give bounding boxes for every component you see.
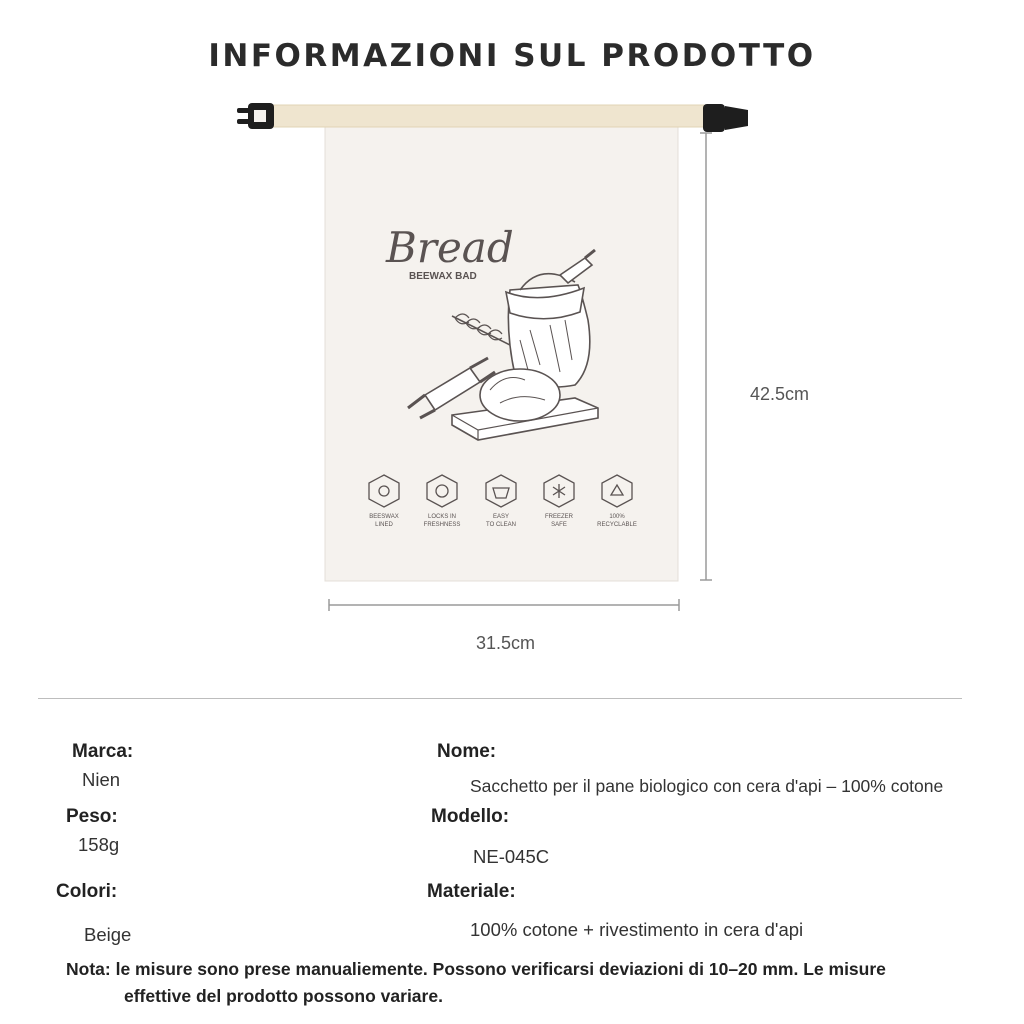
feature-label-1a: BEESWAX bbox=[369, 514, 399, 520]
feature-label-1b: LINED bbox=[375, 522, 393, 528]
name-label: Nome: bbox=[437, 741, 497, 762]
brand-label: Marca: bbox=[72, 741, 134, 762]
buckle-left-icon bbox=[237, 103, 274, 129]
note-lead: Nota: bbox=[66, 959, 111, 979]
page-title: INFORMAZIONI SUL PRODOTTO bbox=[208, 38, 816, 74]
feature-label-2a: LOCKS IN bbox=[427, 514, 457, 520]
model-label: Modello: bbox=[431, 806, 510, 827]
model-value: NE-045C bbox=[473, 846, 550, 867]
colors-label: Colori: bbox=[56, 881, 118, 902]
feature-label-3b: TO CLEAN bbox=[486, 522, 516, 528]
name-value: Sacchetto per il pane biologico con cera d'api – 100% cotone bbox=[470, 776, 944, 796]
height-dimension-label: 42.5cm bbox=[750, 384, 810, 404]
weight-value: 158g bbox=[78, 834, 120, 855]
width-dimension-label: 31.5cm bbox=[476, 633, 536, 653]
feature-label-4a: FREEZER bbox=[544, 514, 574, 520]
feature-label-4b: SAFE bbox=[551, 522, 567, 528]
feature-label-5b: RECYCLABLE bbox=[597, 522, 637, 528]
buckle-right-icon bbox=[703, 104, 748, 132]
measurement-note bbox=[66, 956, 986, 1010]
product-image bbox=[0, 90, 1024, 690]
divider bbox=[38, 698, 962, 699]
brand-value: Nien bbox=[82, 769, 121, 790]
strap bbox=[272, 105, 704, 127]
feature-label-2b: FRESHNESS bbox=[423, 522, 461, 528]
bag-body bbox=[325, 118, 678, 581]
note-line1: le misure sono prese manualiemente. Possono verificarsi deviazioni di 10–20 mm. Le misure bbox=[115, 959, 886, 979]
weight-label: Peso: bbox=[66, 806, 118, 827]
bag-subtitle: BEEWAX BAD bbox=[409, 271, 477, 282]
feature-label-3a: EASY bbox=[492, 514, 510, 520]
feature-label-5a: 100% bbox=[609, 514, 625, 520]
material-value: 100% cotone + rivestimento in cera d'api bbox=[470, 919, 804, 940]
bag-script-title: Bread bbox=[386, 223, 514, 272]
note-line2: effettive del prodotto possono variare. bbox=[124, 986, 443, 1006]
material-label: Materiale: bbox=[427, 881, 516, 902]
colors-value: Beige bbox=[84, 924, 132, 945]
